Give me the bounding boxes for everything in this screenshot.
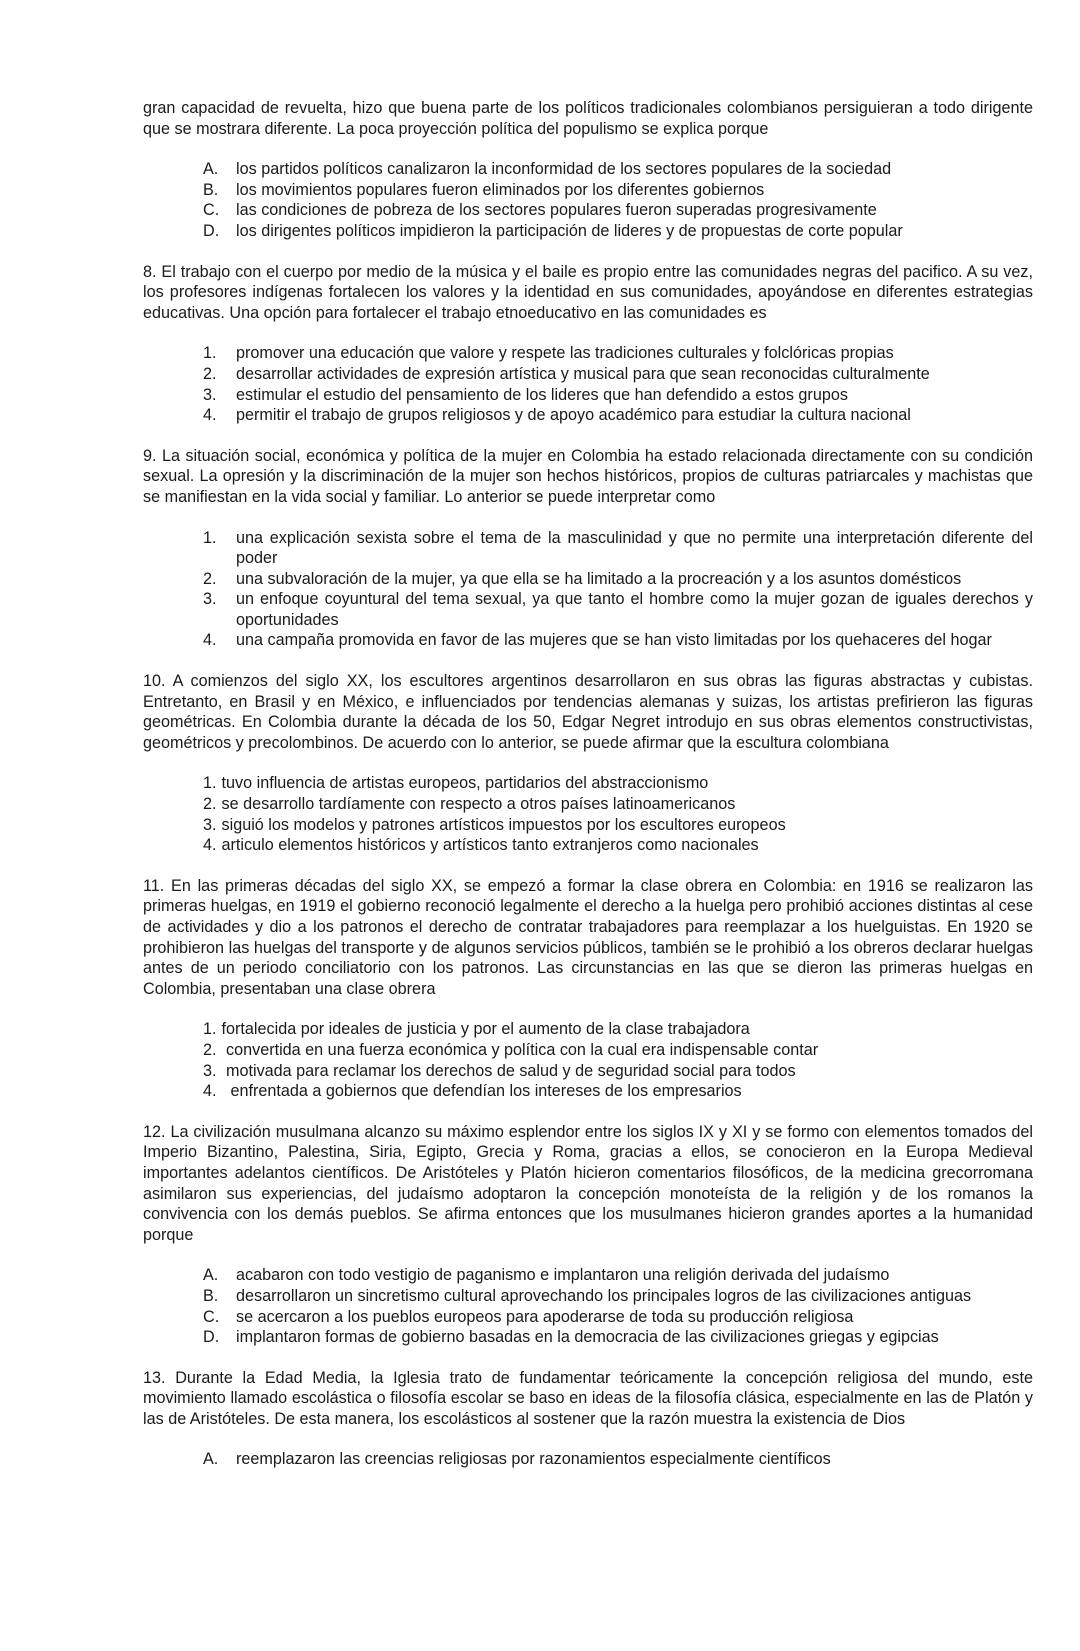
option-text: permitir el trabajo de grupos religiosos y de apoyo académico para estudiar la cultura nacional bbox=[236, 406, 911, 425]
option-marker: 2. bbox=[203, 795, 217, 814]
option-text: los movimientos populares fueron eliminados por los diferentes gobiernos bbox=[236, 180, 765, 199]
option-text: motivada para reclamar los derechos de salud y de seguridad social para todos bbox=[226, 1061, 796, 1080]
option-marker: 2. bbox=[203, 1040, 221, 1059]
question-text: 11. En las primeras décadas del siglo XX, se empezó a formar la clase obrera en Colombia: en 1916 se realizaron las primeras huelgas, en 1919 el gobierno reconoció legalmente el derecho a la huelga pero prohibió acciones distintas al cese de actividades y dio a los patronos el derecho de contratar trabajadores para reemplazar a los huelguistas. En 1920 se prohibieron las huelgas del transporte y de algunos servicios públicos, también se le prohibió a los obreros declarar huelgas antes de un periodo conciliatorio con los patronos. Las circunstancias en las que se dieron las primeras huelgas en Colombia, presentaban una clase obrera bbox=[143, 876, 1033, 998]
option-marker: D. bbox=[203, 1328, 220, 1347]
option-text: los dirigentes políticos impidieron la participación de lideres y de propuestas de corte popular bbox=[236, 221, 903, 240]
option-marker: 3. bbox=[203, 590, 217, 609]
question-13 bbox=[143, 1368, 1033, 1470]
option-marker: C. bbox=[203, 1307, 220, 1326]
option-marker: 3. bbox=[203, 815, 217, 834]
option-marker: A. bbox=[203, 1450, 219, 1469]
option-text: desarrollaron un sincretismo cultural aprovechando los principales logros de las civilizaciones antiguas bbox=[236, 1286, 972, 1305]
question-text: 8. El trabajo con el cuerpo por medio de la música y el baile es propio entre las comunidades negras del pacifico. A su vez, los profesores indígenas fortalecen los valores y la identidad en sus comunidades, apoyándose en diferentes estrategias educativas. Una opción para fortalecer el trabajo etnoeducativo en las comunidades es bbox=[143, 262, 1033, 322]
answer-option bbox=[203, 815, 1033, 836]
option-text: se desarrollo tardíamente con respecto a otros países latinoamericanos bbox=[221, 795, 736, 814]
option-marker: B. bbox=[203, 1286, 219, 1305]
answer-option bbox=[203, 405, 1033, 426]
answer-option bbox=[203, 1327, 1033, 1348]
answer-option bbox=[203, 773, 1033, 794]
option-marker: 1. bbox=[203, 774, 217, 793]
option-marker: 1. bbox=[203, 344, 217, 363]
answer-option bbox=[203, 343, 1033, 364]
option-marker: 3. bbox=[203, 1061, 221, 1080]
option-marker: B. bbox=[203, 180, 219, 199]
answer-option bbox=[203, 1286, 1033, 1307]
option-text: tuvo influencia de artistas europeos, partidarios del abstraccionismo bbox=[221, 774, 709, 793]
answer-option bbox=[203, 1061, 1033, 1082]
question-8 bbox=[143, 262, 1033, 426]
answer-option bbox=[203, 1081, 1033, 1102]
option-text: una subvaloración de la mujer, ya que ella se ha limitado a la procreación y a los asuntos domésticos bbox=[236, 569, 962, 588]
exam-page bbox=[143, 98, 1033, 1470]
answer-option bbox=[203, 364, 1033, 385]
option-text: se acercaron a los pueblos europeos para apoderarse de toda su producción religiosa bbox=[236, 1307, 854, 1326]
answer-option bbox=[203, 1307, 1033, 1328]
option-text: acabaron con todo vestigio de paganismo e implantaron una religión derivada del judaísmo bbox=[236, 1266, 890, 1285]
answer-option bbox=[203, 528, 1033, 569]
option-text: convertida en una fuerza económica y política con la cual era indispensable contar bbox=[226, 1040, 819, 1059]
question-text: 12. La civilización musulmana alcanzo su máximo esplendor entre los siglos IX y XI y se formo con elementos tomados del Imperio Bizantino, Palestina, Siria, Egipto, Grecia y Roma, gracias a ellos, se conocieron en la Europa Medieval importantes adelantos científicos. De Aristóteles y Platón hicieron comentarios filosóficos, de la medicina grecorromana asimilaron sus experiencias, del judaísmo adoptaron la concepción monoteísta de la religión y de los romanos la convivencia con los demás pueblos. Se afirma entonces que los musulmanes hicieron grandes aportes a la humanidad porque bbox=[143, 1122, 1033, 1244]
answer-option bbox=[203, 589, 1033, 630]
question-text: 13. Durante la Edad Media, la Iglesia trato de fundamentar teóricamente la concepción religiosa del mundo, este movimiento llamado escolástica o filosofía escolar se baso en ideas de la filosofía clásica, especialmente en las de Platón y las de Aristóteles. De esta manera, los escolásticos al sostener que la razón muestra la existencia de Dios bbox=[143, 1368, 1033, 1428]
answer-option bbox=[203, 835, 1033, 856]
question-text: 9. La situación social, económica y política de la mujer en Colombia ha estado relacionada directamente con su condición sexual. La opresión y la discriminación de la mujer son hechos históricos, propios de culturas patriarcales y machistas que se manifiestan en la vida social y familiar. Lo anterior se puede interpretar como bbox=[143, 446, 1033, 506]
option-text: un enfoque coyuntural del tema sexual, ya que tanto el hombre como la mujer gozan de iguales derechos y oportunidades bbox=[236, 590, 1033, 629]
option-text: una campaña promovida en favor de las mujeres que se han visto limitadas por los quehaceres del hogar bbox=[236, 631, 992, 650]
option-marker: 4. bbox=[203, 836, 217, 855]
question-9 bbox=[143, 446, 1033, 651]
answer-option bbox=[203, 1449, 1033, 1470]
option-marker: A. bbox=[203, 1266, 219, 1285]
option-text: las condiciones de pobreza de los sectores populares fueron superadas progresivamente bbox=[236, 201, 877, 220]
option-text: siguió los modelos y patrones artísticos impuestos por los escultores europeos bbox=[221, 815, 786, 834]
answer-option bbox=[203, 1019, 1033, 1040]
question-text: gran capacidad de revuelta, hizo que buena parte de los políticos tradicionales colombianos persiguieran a todo dirigente que se mostrara diferente. La poca proyección política del populismo se explica porque bbox=[143, 99, 1033, 138]
answer-options bbox=[143, 1449, 1033, 1470]
option-marker: 2. bbox=[203, 364, 217, 383]
answer-option bbox=[203, 794, 1033, 815]
answer-options bbox=[143, 528, 1033, 652]
answer-option bbox=[203, 1265, 1033, 1286]
option-marker: 4. bbox=[203, 1082, 226, 1101]
option-text: promover una educación que valore y respete las tradiciones culturales y folclóricas propias bbox=[236, 344, 894, 363]
answer-option bbox=[203, 180, 1033, 201]
answer-option bbox=[203, 1040, 1033, 1061]
question-intro bbox=[143, 98, 1033, 242]
option-marker: 1. bbox=[203, 1020, 217, 1039]
answer-option bbox=[203, 221, 1033, 242]
option-text: desarrollar actividades de expresión artística y musical para que sean reconocidas culturalmente bbox=[236, 364, 930, 383]
question-10 bbox=[143, 671, 1033, 856]
option-marker: 4. bbox=[203, 406, 217, 425]
option-marker: 3. bbox=[203, 385, 217, 404]
answer-options bbox=[143, 1265, 1033, 1347]
answer-option bbox=[203, 569, 1033, 590]
option-text: una explicación sexista sobre el tema de la masculinidad y que no permite una interpretación diferente del poder bbox=[236, 528, 1033, 568]
answer-option bbox=[203, 200, 1033, 221]
option-text: estimular el estudio del pensamiento de los lideres que han defendido a estos grupos bbox=[236, 385, 848, 404]
option-text: articulo elementos históricos y artísticos tanto extranjeros como nacionales bbox=[221, 836, 759, 855]
option-text: enfrentada a gobiernos que defendían los intereses de los empresarios bbox=[230, 1082, 742, 1101]
option-text: implantaron formas de gobierno basadas en la democracia de las civilizaciones griegas y egipcias bbox=[236, 1328, 939, 1347]
option-text: los partidos políticos canalizaron la inconformidad de los sectores populares de la sociedad bbox=[236, 160, 892, 179]
option-marker: A. bbox=[203, 160, 219, 179]
option-text: fortalecida por ideales de justicia y por el aumento de la clase trabajadora bbox=[221, 1020, 750, 1039]
answer-option bbox=[203, 159, 1033, 180]
answer-options bbox=[143, 159, 1033, 241]
question-text: 10. A comienzos del siglo XX, los escultores argentinos desarrollaron en sus obras las figuras abstractas y cubistas. Entretanto, en Brasil y en México, e influenciados por tendencias alemanas y suizas, los artistas prefirieron las figuras geométricas. En Colombia durante la década de los 50, Edgar Negret introdujo en sus obras elementos constructivistas, geométricos y precolombinos. De acuerdo con lo anterior, se puede afirmar que la escultura colombiana bbox=[143, 672, 1033, 752]
option-marker: 1. bbox=[203, 528, 217, 547]
question-11 bbox=[143, 876, 1033, 1102]
option-marker: C. bbox=[203, 201, 220, 220]
answer-options bbox=[143, 1019, 1033, 1101]
option-marker: 4. bbox=[203, 631, 217, 650]
answer-option bbox=[203, 385, 1033, 406]
answer-option bbox=[203, 630, 1033, 651]
option-marker: 2. bbox=[203, 569, 217, 588]
question-12 bbox=[143, 1122, 1033, 1348]
answer-options bbox=[143, 773, 1033, 855]
answer-options bbox=[143, 343, 1033, 425]
option-text: reemplazaron las creencias religiosas por razonamientos especialmente científicos bbox=[236, 1450, 831, 1469]
option-marker: D. bbox=[203, 221, 220, 240]
